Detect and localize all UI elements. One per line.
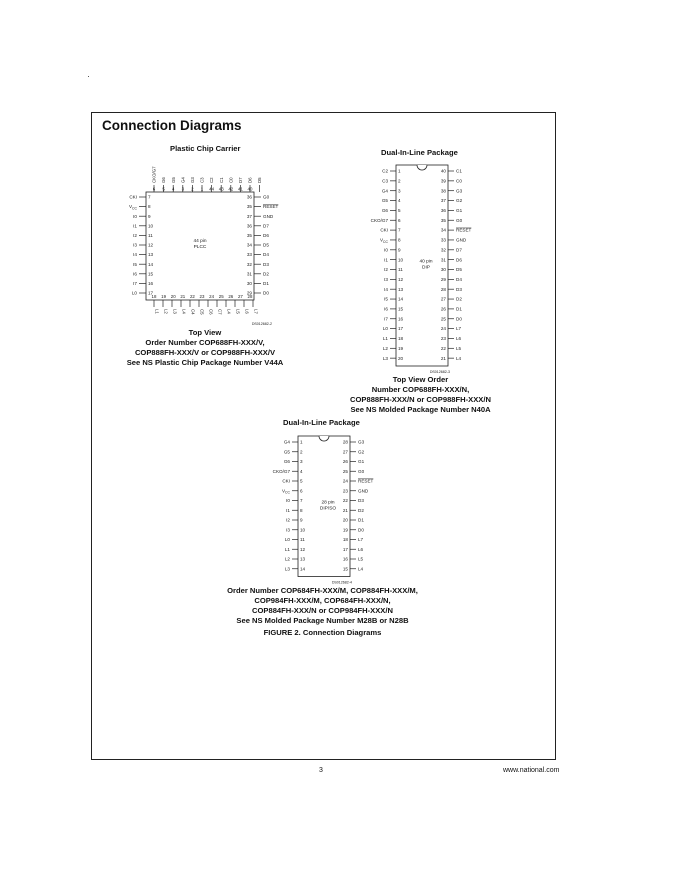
dip28-pin-name: G2 [358, 449, 365, 455]
plcc-diagram [118, 156, 298, 328]
plcc-pin-number: 35 [246, 204, 252, 210]
dip40-pin-number: 18 [398, 336, 404, 342]
plcc-pin-number: 2 [191, 186, 194, 192]
dip28-pin-number: 18 [342, 537, 348, 543]
dip28-pin-name: L0 [284, 537, 290, 543]
dip40-pin-number: 22 [440, 345, 446, 351]
plcc-pin-number: 26 [228, 294, 234, 299]
plcc-caption-line: Order Number COP688FH-XXX/V, [145, 338, 265, 347]
dip28-pin-name: G5 [283, 449, 290, 455]
dip40-pin-name: G1 [456, 208, 463, 213]
dip40-pin-number: 10 [398, 257, 404, 263]
plcc-pin-name: D6 [247, 177, 253, 183]
dip40-pin-number: 23 [440, 336, 446, 342]
plcc-pin-name: C2 [209, 177, 215, 183]
plcc-pin-name: L4 [226, 309, 232, 314]
plcc-pin-number: 13 [148, 252, 154, 258]
dip40-pin-number: 28 [440, 286, 446, 292]
plcc-pin-number: 33 [246, 252, 252, 258]
dip28-pin-number: 21 [342, 507, 348, 513]
dip40-pin-name: G4 [381, 188, 388, 194]
dip40-pin-number: 40 [440, 168, 446, 174]
dip28-pin-number: 28 [342, 439, 348, 445]
dip28-pin-name: CKI [282, 478, 290, 484]
plcc-caption-line: COP888FH-XXX/V or COP988FH-XXX/V [134, 348, 276, 357]
plcc-pin-name: I3 [133, 242, 137, 248]
plcc-pin-name: GND [263, 213, 274, 219]
dip28-pin-number: 12 [300, 546, 306, 552]
dip28-diagram [264, 431, 376, 585]
dip40-caption [333, 375, 508, 415]
dip28-pin-number: 23 [342, 488, 348, 494]
plcc-ref-number: DS012682-2 [251, 322, 272, 326]
plcc-pin-name: CKI [129, 194, 137, 200]
dip40-pin-name: L3 [382, 355, 388, 361]
dip40-title: Dual-In-Line Package [381, 148, 458, 157]
plcc-pin-name: I4 [133, 252, 137, 258]
plcc-pin-name: G5 [170, 177, 176, 183]
dip40-pin-number: 34 [440, 227, 446, 233]
dip28-notch [319, 436, 329, 441]
dip40-pin-name: G0 [456, 217, 463, 223]
dip40-pin-number: 38 [440, 188, 446, 194]
dip40-pin-name: I2 [384, 267, 388, 273]
dip40-pin-number: 2 [398, 178, 401, 184]
dip40-pin-name: CKI [380, 227, 388, 233]
plcc-pin-number: 19 [161, 294, 167, 299]
dip40-pin-name: L0 [382, 326, 388, 332]
footer-website: www.national.com [503, 767, 560, 774]
dip40-pin-name: I1 [384, 257, 388, 263]
plcc-pin-name: G4 [180, 177, 186, 183]
dip40-caption-line: See NS Molded Package Number N40A [350, 405, 491, 414]
plcc-pin-number: 16 [148, 281, 154, 286]
dip40-pin-number: 24 [440, 326, 446, 332]
dip40-pin-name: RESET [456, 227, 472, 233]
plcc-pin-number: 29 [246, 290, 252, 296]
plcc-pin-name: D5 [257, 177, 263, 183]
plcc-pin-number: 43 [218, 186, 224, 192]
dip28-pin-number: 8 [300, 507, 303, 513]
dip40-pin-number: 9 [398, 247, 401, 253]
dip40-pin-name: C0 [456, 178, 462, 184]
plcc-pin-name: I5 [133, 261, 137, 267]
plcc-pin-number: 20 [170, 294, 176, 299]
plcc-pin-number: 34 [246, 242, 252, 248]
dip40-pin-number: 29 [440, 276, 446, 282]
plcc-pin-number: 36 [246, 194, 252, 200]
dip28-caption [200, 586, 445, 626]
plcc-pin-name: C0 [228, 177, 234, 183]
plcc-pin-name: L1 [154, 309, 160, 314]
dip40-pin-number: 37 [440, 198, 446, 204]
plcc-pin-number: 8 [148, 204, 151, 210]
dip28-pin-number: 13 [300, 556, 306, 562]
plcc-caption [100, 328, 310, 368]
dip28-pin-number: 9 [300, 517, 303, 523]
dip28-pin-number: 6 [300, 488, 303, 494]
dip40-pin-number: 6 [398, 217, 401, 223]
figure-caption: FIGURE 2. Connection Diagrams [263, 628, 382, 637]
plcc-pin-number: 6 [152, 186, 156, 192]
dip28-pin-name: D0 [358, 527, 364, 533]
plcc-pin-number: 28 [247, 294, 253, 299]
dip28-pin-name: D2 [358, 507, 364, 513]
dip40-pin-number: 5 [398, 208, 401, 213]
plcc-caption-line: See NS Plastic Chip Package Number V44A [126, 358, 284, 367]
dip28-pin-name: G1 [358, 459, 365, 465]
dip40-pin-number: 4 [398, 198, 401, 204]
dip28-caption-line: Order Number COP684FH-XXX/M, COP884FH-XXX/M, [227, 586, 418, 595]
plcc-pin-name: D3 [263, 261, 269, 267]
plcc-pin-name: C5 [199, 309, 205, 315]
dip28-pin-name: G0 [358, 468, 365, 474]
plcc-pin-name: D1 [263, 281, 269, 286]
plcc-pin-name: C7 [217, 309, 223, 315]
dip40-pin-name: I4 [384, 286, 388, 292]
dip28-pin-name: $V_{CC}$ [281, 488, 290, 495]
dip40-pin-name: G6 [381, 208, 388, 213]
dip40-pin-name: D1 [456, 306, 462, 312]
dip40-pin-name: C1 [456, 168, 462, 174]
plcc-pin-number: 7 [148, 194, 151, 200]
plcc-pin-name: C1 [218, 177, 224, 183]
plcc-pin-number: 22 [189, 294, 195, 299]
dip28-pin-number: 16 [342, 556, 348, 562]
dip28-pin-number: 27 [342, 449, 348, 455]
plcc-pin-number: 17 [148, 290, 154, 296]
plcc-pin-name: L6 [244, 309, 250, 314]
dip28-pin-name: I3 [286, 527, 290, 533]
dip40-pin-number: 8 [398, 237, 401, 243]
plcc-pin-name: CKO/G7 [151, 166, 157, 183]
dip28-pin-name: L6 [358, 546, 364, 552]
plcc-pin-number: 12 [148, 242, 154, 248]
plcc-pin-number: 23 [199, 294, 205, 299]
dip40-notch [417, 165, 427, 170]
dip28-pin-name: L7 [358, 537, 364, 543]
dip40-pin-number: 16 [398, 316, 404, 322]
dip28-pin-name: I1 [286, 507, 290, 513]
dip28-pin-name: RESET [358, 478, 374, 484]
plcc-pin-number: 1 [200, 186, 204, 192]
plcc-pin-number: 41 [237, 186, 243, 192]
dip28-pin-name: L2 [284, 556, 290, 562]
dip28-pin-number: 4 [300, 468, 303, 474]
plcc-pin-name: G3 [190, 177, 195, 183]
plcc-pin-name: I2 [133, 233, 137, 238]
plcc-title: Plastic Chip Carrier [170, 144, 241, 153]
dip28-pin-number: 20 [342, 517, 348, 523]
dip40-caption-line: COP888FH-XXX/N or COP988FH-XXX/N [350, 395, 491, 404]
plcc-pin-number: 5 [162, 186, 165, 192]
dip28-pin-name: L5 [358, 556, 364, 562]
plcc-pin-name: I6 [133, 271, 137, 277]
dip40-pin-name: C2 [382, 168, 388, 174]
stray-mark [88, 76, 89, 77]
dip28-pin-name: CKO/G7 [272, 468, 290, 474]
dip40-pin-name: L4 [456, 355, 462, 361]
dip40-pin-name: L1 [382, 336, 388, 342]
dip40-pin-number: 13 [398, 286, 404, 292]
plcc-pin-number: 30 [246, 281, 252, 286]
plcc-pin-number: 37 [246, 213, 252, 219]
plcc-pin-name: L7 [253, 309, 259, 314]
dip40-pin-number: 21 [440, 355, 446, 361]
plcc-pin-number: 36 [246, 223, 252, 229]
dip40-pin-number: 30 [440, 267, 446, 273]
dip40-pin-name: I3 [384, 276, 388, 282]
dip28-pin-number: 11 [300, 537, 305, 543]
plcc-pin-number: 24 [209, 294, 215, 299]
plcc-pin-name: $V_{CC}$ [128, 204, 137, 211]
dip28-pin-number: 24 [342, 478, 348, 484]
plcc-pin-number: 42 [228, 186, 234, 192]
dip40-pin-name: D0 [456, 316, 462, 322]
plcc-pin-number: 4 [171, 186, 175, 192]
dip28-pin-number: 25 [342, 468, 348, 474]
plcc-pin-name: I7 [133, 281, 137, 286]
dip28-pin-number: 7 [300, 498, 303, 504]
dip28-pin-number: 17 [342, 546, 348, 552]
dip40-pin-number: 33 [440, 237, 446, 243]
plcc-pin-name: RESET [263, 204, 279, 210]
dip28-pin-number: 10 [300, 527, 306, 533]
plcc-pin-number: 35 [246, 233, 252, 238]
dip40-pin-number: 27 [440, 296, 446, 302]
plcc-pin-name: C4 [190, 309, 196, 315]
plcc-pin-name: L0 [131, 290, 137, 296]
dip40-pin-number: 19 [398, 345, 404, 351]
dip40-pin-name: I5 [384, 296, 388, 302]
dip40-pin-number: 12 [398, 276, 404, 282]
plcc-pin-name: D7 [238, 177, 243, 183]
dip28-pin-name: I0 [286, 498, 290, 504]
plcc-pin-name: L3 [172, 309, 178, 314]
dip40-pin-number: 1 [398, 168, 401, 174]
dip28-pin-name: D3 [358, 498, 364, 504]
dip40-pin-number: 25 [440, 316, 446, 322]
dip28-pin-name: G6 [283, 459, 290, 465]
dip40-pin-name: G5 [381, 198, 388, 204]
dip28-ref-number: DS012682-4 [331, 580, 352, 585]
plcc-center-label: PLCC [193, 245, 207, 250]
dip40-ref-number: DS012682-3 [429, 370, 450, 374]
plcc-pin-number: 18 [151, 294, 157, 299]
plcc-pin-name: I0 [133, 213, 137, 219]
dip28-pin-number: 26 [342, 459, 348, 465]
dip40-pin-name: C3 [382, 178, 388, 184]
plcc-pin-name: D4 [263, 252, 269, 258]
plcc-pin-name: G0 [263, 194, 270, 200]
dip28-pin-name: GND [358, 488, 369, 494]
plcc-pin-number: 31 [246, 271, 252, 277]
dip28-pin-number: 5 [300, 478, 303, 484]
plcc-pin-name: L4 [181, 309, 187, 314]
plcc-pin-number: 11 [148, 233, 153, 238]
dip40-center-label: DIP [422, 265, 430, 271]
dip40-pin-name: I7 [384, 316, 388, 322]
dip28-pin-name: G3 [358, 439, 365, 445]
dip40-pin-number: 32 [440, 247, 446, 253]
dip28-pin-name: D1 [358, 517, 364, 523]
page-title: Connection Diagrams [102, 118, 242, 133]
dip28-pin-number: 19 [342, 527, 348, 533]
dip28-pin-name: I2 [286, 517, 290, 523]
plcc-pin-number: 15 [148, 271, 154, 277]
dip40-pin-number: 31 [440, 257, 446, 263]
dip28-caption-line: COP884FH-XXX/N or COP984FH-XXX/N [252, 606, 393, 615]
dip40-pin-name: L2 [382, 345, 388, 351]
dip28-caption-line: COP984FH-XXX/M, COP684FH-XXX/N, [254, 596, 391, 605]
dip40-center-label: 40 pin [419, 259, 433, 265]
dip40-pin-name: D3 [456, 286, 462, 292]
dip28-pin-name: L4 [358, 566, 364, 572]
dip40-pin-name: I6 [384, 306, 388, 312]
dip40-pin-number: 11 [398, 267, 403, 273]
dip28-pin-number: 14 [300, 566, 306, 572]
plcc-pin-name: G6 [161, 177, 167, 183]
dip40-pin-number: 39 [440, 178, 446, 184]
plcc-pin-name: C6 [208, 309, 214, 315]
dip28-pin-number: 15 [342, 566, 348, 572]
dip40-pin-name: I0 [384, 247, 388, 253]
dip28-pin-name: L1 [284, 546, 290, 552]
plcc-pin-name: D5 [263, 242, 269, 248]
plcc-pin-number: 32 [246, 261, 252, 267]
dip40-pin-number: 20 [398, 355, 404, 361]
dip28-title: Dual-In-Line Package [283, 418, 360, 427]
dip40-pin-name: D4 [456, 276, 462, 282]
plcc-pin-number: 3 [181, 186, 185, 192]
dip40-pin-name: CKO/G7 [370, 217, 388, 223]
dip40-pin-name: G2 [456, 198, 463, 204]
dip40-diagram [362, 160, 474, 374]
dip40-pin-number: 7 [398, 227, 401, 233]
dip40-pin-name: D5 [456, 267, 462, 273]
plcc-pin-number: 14 [148, 261, 154, 267]
plcc-pin-number: 40 [247, 186, 253, 192]
plcc-pin-name: D0 [263, 290, 269, 296]
plcc-pin-name: D7 [263, 223, 269, 229]
plcc-pin-number: 27 [237, 294, 243, 299]
dip28-caption-line: See NS Molded Package Number M28B or N28B [236, 616, 409, 625]
dip28-pin-number: 3 [300, 459, 303, 465]
dip40-pin-number: 36 [440, 208, 446, 213]
dip40-pin-name: D7 [456, 247, 462, 253]
plcc-pin-name: D2 [263, 271, 269, 277]
dip40-pin-name: G3 [456, 188, 463, 194]
dip40-pin-number: 14 [398, 296, 404, 302]
dip40-pin-number: 15 [398, 306, 404, 312]
page-number: 3 [319, 767, 323, 774]
plcc-pin-name: C3 [199, 177, 205, 183]
dip40-pin-number: 17 [398, 326, 404, 332]
dip40-pin-name: GND [456, 237, 467, 243]
dip40-caption-line: Number COP688FH-XXX/N, [371, 385, 470, 394]
plcc-pin-number: 25 [218, 294, 224, 299]
dip28-pin-number: 2 [300, 449, 303, 455]
dip40-pin-name: L5 [456, 345, 462, 351]
dip40-pin-name: L7 [456, 326, 462, 332]
plcc-pin-name: L2 [163, 309, 169, 314]
dip40-pin-name: D6 [456, 257, 462, 263]
plcc-pin-number: 21 [180, 294, 186, 299]
plcc-pin-name: D6 [263, 233, 269, 238]
dip40-pin-number: 26 [440, 306, 446, 312]
dip28-pin-name: G4 [283, 439, 290, 445]
dip28-pin-number: 22 [342, 498, 348, 504]
plcc-pin-number: 44 [209, 186, 215, 192]
plcc-pin-name: L5 [235, 309, 241, 314]
plcc-pin-number: 9 [148, 213, 151, 219]
plcc-center-label: 44 pin [193, 239, 207, 244]
dip28-center-label: DIP/SO [319, 506, 337, 512]
plcc-pin-number: 10 [148, 223, 154, 229]
plcc-caption-line: Top View [188, 328, 222, 337]
dip28-pin-number: 1 [300, 439, 303, 445]
dip40-pin-number: 3 [398, 188, 401, 194]
dip28-center-label: 28 pin [321, 500, 335, 506]
dip40-caption-line: Top View Order [392, 375, 449, 384]
dip28-pin-name: L3 [284, 566, 290, 572]
dip40-pin-name: L6 [456, 336, 462, 342]
dip40-pin-number: 35 [440, 217, 446, 223]
plcc-pin-name: I1 [133, 223, 137, 229]
dip40-pin-name: $V_{CC}$ [379, 237, 388, 244]
dip40-pin-name: D2 [456, 296, 462, 302]
